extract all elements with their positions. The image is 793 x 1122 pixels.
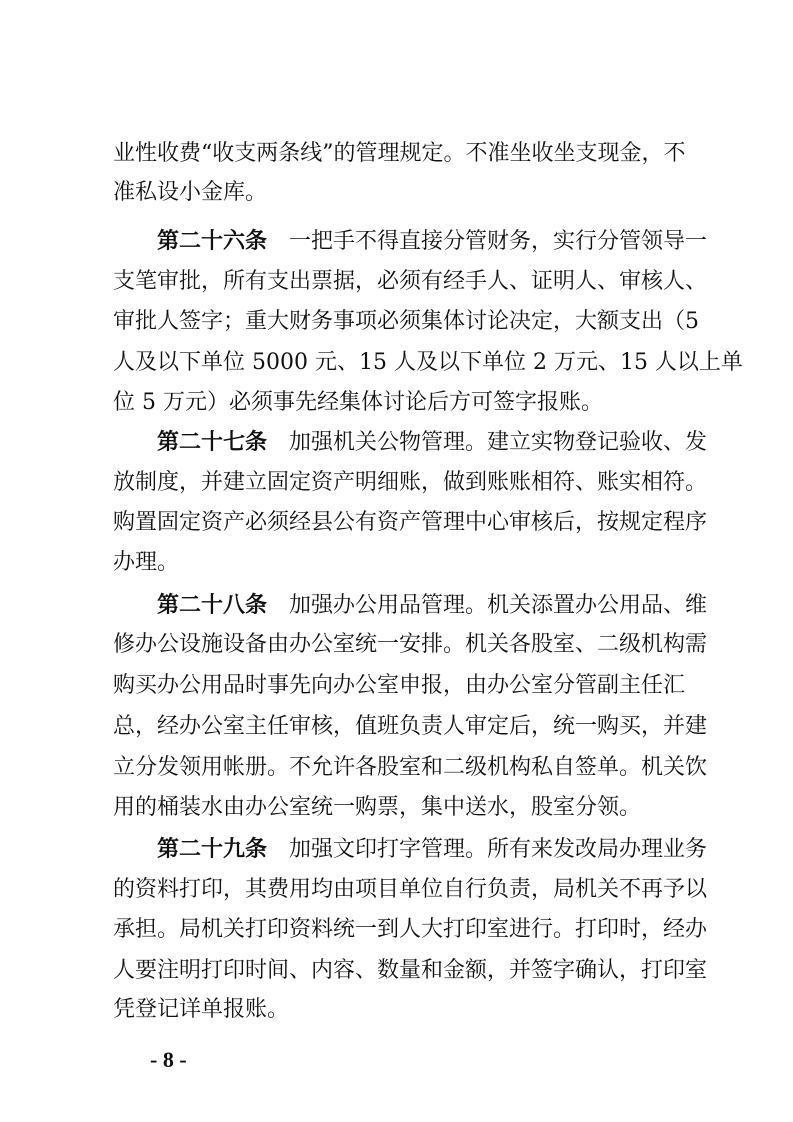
- article-28-line: 立分发领用帐册。不允许各股室和二级机构私自签单。机关饮: [113, 755, 708, 780]
- article-29-first-text: 加强文印打字管理。所有来发改局办理业务: [289, 837, 708, 862]
- article-26-line: 审批人签字；重大财务事项必须集体讨论决定，大额支出（5: [113, 309, 699, 334]
- article-26-line: 人及以下单位 5000 元、15 人及以下单位 2 万元、15 人以上单: [113, 350, 743, 375]
- article-27-first-line: [157, 423, 708, 461]
- article-28-line: 总，经办公室主任审核，值班负责人审定后，统一购买，并建: [113, 714, 708, 739]
- article-29-line: 凭登记详单报账。: [113, 997, 290, 1022]
- article-28-line: 修办公设施设备由办公室统一安排。机关各股室、二级机构需: [113, 632, 708, 657]
- article-29-first-line: [157, 830, 708, 868]
- article-28-first-text: 加强办公用品管理。机关添置办公用品、维: [289, 593, 708, 618]
- article-29-line: 人要注明打印时间、内容、数量和金额，并签字确认，打印室: [113, 958, 708, 983]
- article-27-line: 购置固定资产必须经县公有资产管理中心审核后，按规定程序: [113, 510, 708, 535]
- article-29-number: 第二十九条: [157, 836, 268, 862]
- article-27-line: 放制度，并建立固定资产明细账，做到账账相符、账实相符。: [113, 470, 708, 495]
- article-26-line: 支笔审批，所有支出票据，必须有经手人、证明人、审核人、: [113, 269, 708, 294]
- page-number: - 8 -: [150, 1047, 187, 1072]
- intro-line-1: 业性收费“收支两条线”的管理规定。不准坐收坐支现金，不: [113, 141, 686, 166]
- article-26-first-text: 一把手不得直接分管财务，实行分管领导一: [289, 229, 708, 254]
- article-29-line: 的资料打印，其费用均由项目单位自行负责，局机关不再予以: [113, 877, 708, 902]
- article-27-number: 第二十七条: [157, 429, 268, 455]
- article-27-first-text: 加强机关公物管理。建立实物登记验收、发: [289, 430, 708, 455]
- article-28-line: 用的桶装水由办公室统一购票，集中送水，股室分领。: [113, 795, 642, 820]
- article-26-line: 位 5 万元）必须事先经集体讨论后方可签字报账。: [113, 390, 603, 415]
- article-28-line: 购买办公用品时事先向办公室申报，由办公室分管副主任汇: [113, 673, 686, 698]
- article-26-first-line: [157, 222, 708, 260]
- article-26-number: 第二十六条: [157, 228, 268, 254]
- article-27-line: 办理。: [113, 550, 180, 575]
- article-28-first-line: [157, 586, 708, 624]
- article-29-line: 承担。局机关打印资料统一到人大打印室进行。打印时，经办: [113, 917, 708, 942]
- article-28-number: 第二十八条: [157, 592, 268, 618]
- intro-line-2: 准私设小金库。: [113, 180, 268, 205]
